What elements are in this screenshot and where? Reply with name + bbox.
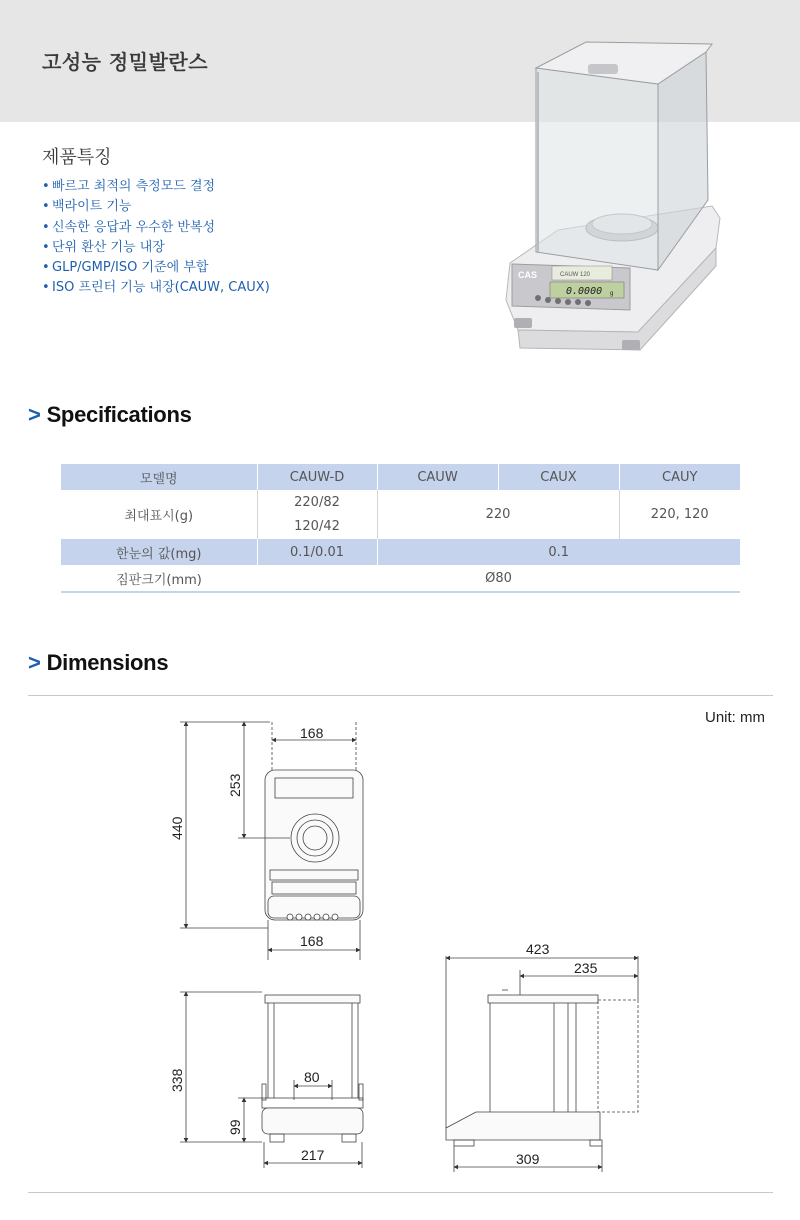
table-cell: 220	[377, 490, 619, 539]
dimension-drawings	[0, 700, 800, 1180]
chevron-right-icon: >	[28, 650, 41, 675]
chevron-right-icon: >	[28, 402, 41, 427]
dim-label: 80	[304, 1069, 320, 1085]
dim-label: 235	[574, 960, 598, 976]
divider	[28, 1192, 773, 1193]
feature-item: • 단위 환산 기능 내장	[42, 239, 165, 255]
dimensions-heading: > Dimensions	[28, 650, 169, 675]
row-label: 한눈의 값(mg)	[61, 539, 257, 565]
dim-label: 253	[227, 773, 243, 797]
display-readout: 0.0000	[566, 286, 603, 297]
front-view-drawing	[180, 722, 363, 960]
product-title: 고성능 정밀발란스	[42, 50, 209, 74]
table-cell: 220, 120	[619, 490, 740, 539]
model-label: CAUW 120	[560, 272, 591, 278]
specifications-heading: > Specifications	[28, 402, 192, 427]
dim-label: 440	[169, 816, 185, 840]
precision-balance-icon	[498, 38, 728, 356]
brand-logo: CAS	[518, 270, 538, 280]
front-open-view-drawing	[180, 992, 363, 1168]
dim-label: 168	[300, 933, 324, 949]
table-header-cell: 모델명	[61, 464, 257, 490]
table-cell: 0.1	[377, 539, 740, 565]
unit-label: Unit: mm	[705, 709, 765, 726]
table-header-cell: CAUW-D	[257, 464, 377, 490]
feature-item: • 신속한 응답과 우수한 반복성	[42, 219, 216, 235]
row-label: 짐판크기(mm)	[61, 565, 257, 592]
table-header-row	[61, 464, 740, 490]
dim-label: 338	[169, 1068, 185, 1092]
dim-label: 423	[526, 941, 550, 957]
table-cell: Ø80	[257, 565, 740, 592]
table-row	[61, 565, 740, 592]
feature-item: • GLP/GMP/ISO 기준에 부합	[42, 260, 209, 276]
display-unit: g	[610, 291, 614, 297]
dim-label: 168	[300, 725, 324, 741]
table-cell	[257, 490, 377, 539]
side-view-drawing	[446, 956, 638, 1172]
row-label: 최대표시(g)	[61, 490, 257, 539]
dim-label: 99	[227, 1119, 243, 1135]
feature-item: • 백라이트 기능	[42, 199, 132, 215]
table-header-cell: CAUY	[619, 464, 740, 490]
table-header-cell: CAUX	[498, 464, 619, 490]
table-row	[61, 490, 740, 539]
divider	[28, 695, 773, 696]
table-cell: 0.1/0.01	[257, 539, 377, 565]
spec-table	[61, 464, 740, 593]
dim-label: 217	[301, 1147, 325, 1163]
table-header-cell: CAUW	[377, 464, 498, 490]
feature-item: • ISO 프린터 기능 내장(CAUW, CAUX)	[42, 280, 270, 296]
features-list	[42, 177, 270, 299]
table-row	[61, 539, 740, 565]
cell-value: 220/82	[294, 494, 340, 510]
features-title: 제품특징	[42, 147, 112, 168]
cell-value: 120/42	[294, 518, 340, 534]
feature-item: • 빠르고 최적의 측정모드 결정	[42, 179, 216, 194]
dim-label: 309	[516, 1151, 540, 1167]
